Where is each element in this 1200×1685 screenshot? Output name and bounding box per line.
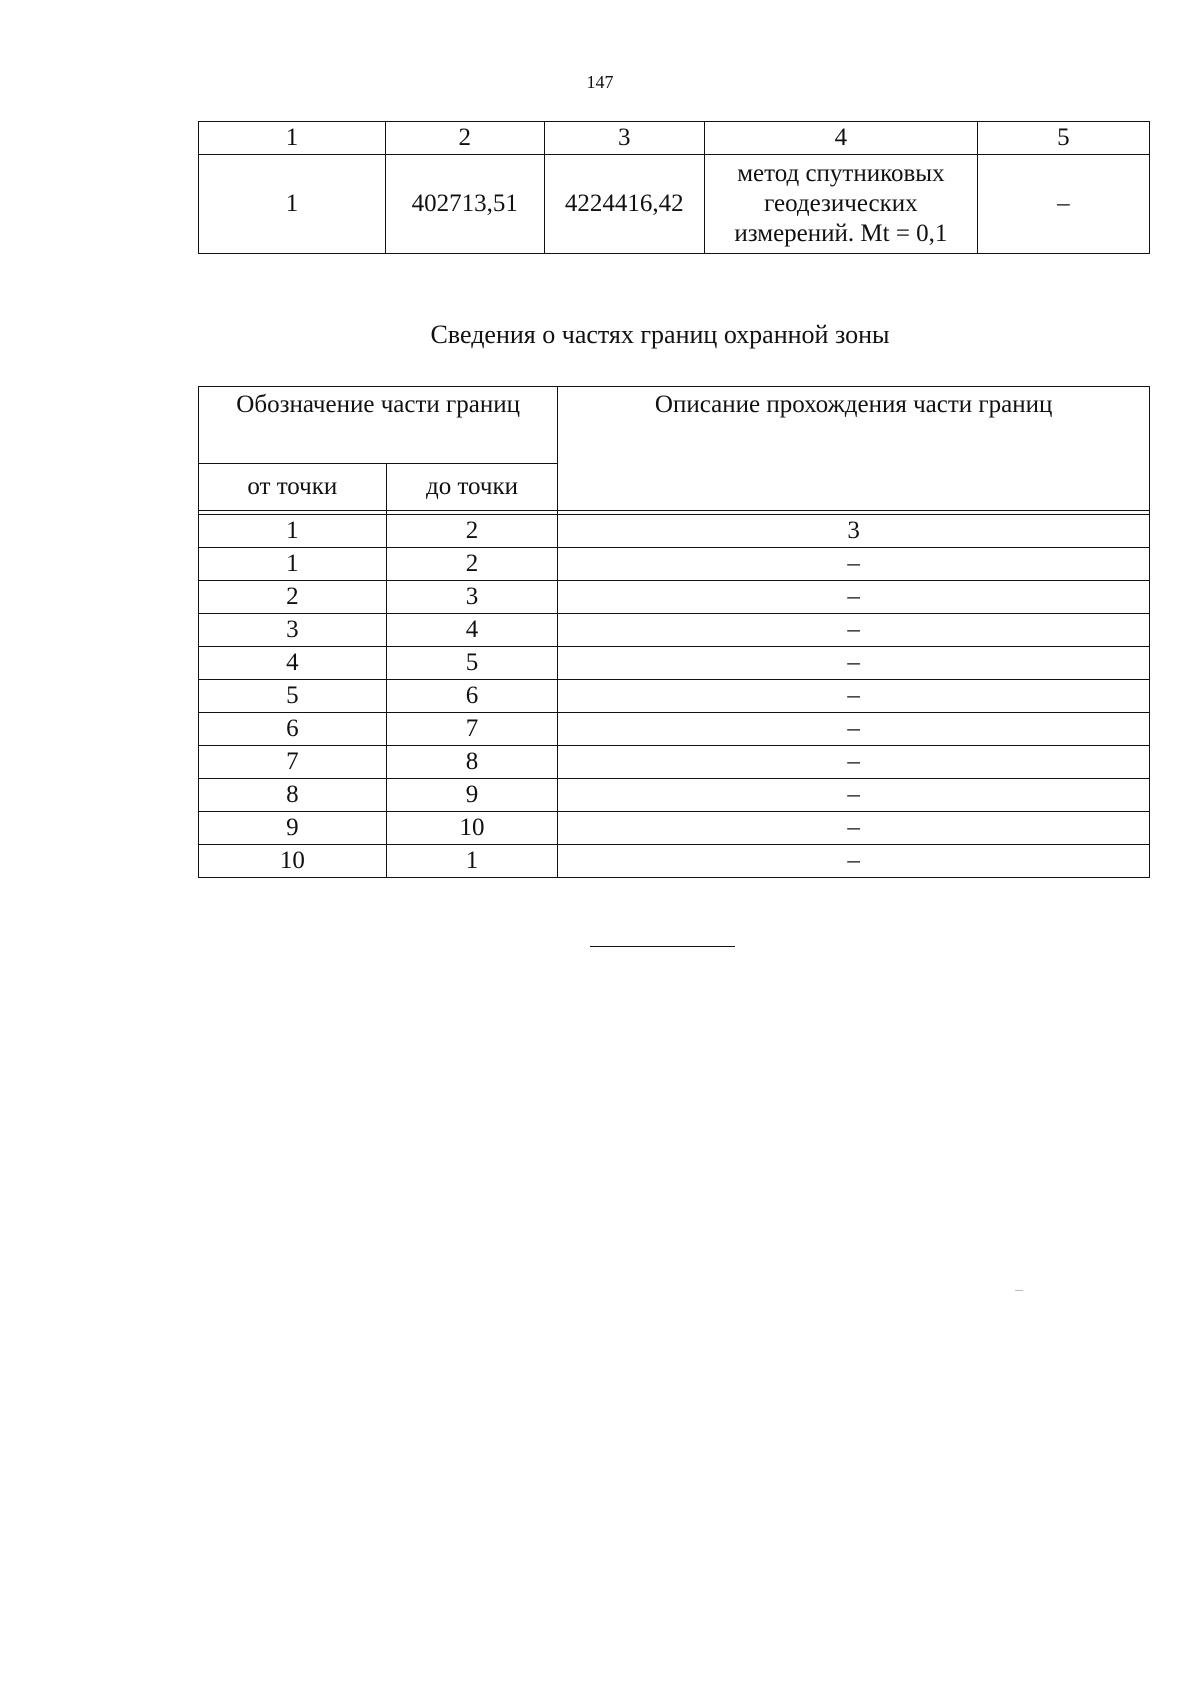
from-point-cell: 9	[199, 812, 387, 845]
method-line: измерений. Mt = 0,1	[734, 220, 948, 247]
description-cell: –	[558, 779, 1150, 812]
description-cell: –	[558, 647, 1150, 680]
from-point-cell: 6	[199, 713, 387, 746]
to-point-cell: 8	[386, 746, 558, 779]
from-point-cell: 1	[199, 548, 387, 581]
to-point-cell: 5	[386, 647, 558, 680]
to-point-cell: 4	[386, 614, 558, 647]
from-point-header: от точки	[199, 464, 387, 511]
from-point-cell: 2	[199, 581, 387, 614]
column-number-cell: 2	[386, 515, 558, 548]
designation-header: Обозначение части границ	[199, 387, 558, 464]
to-point-cell: 9	[386, 779, 558, 812]
from-point-cell: 4	[199, 647, 387, 680]
to-point-cell: 2	[386, 548, 558, 581]
coords-header-cell: 4	[705, 122, 978, 155]
table-row	[199, 779, 1150, 812]
from-point-cell: 10	[199, 845, 387, 878]
method-cell	[705, 155, 978, 254]
description-cell: –	[558, 680, 1150, 713]
method-line: геодезических	[764, 190, 918, 217]
method-line: метод спутниковых	[737, 160, 945, 187]
end-of-document-rule	[590, 946, 735, 947]
column-number-row	[199, 515, 1150, 548]
to-point-header: до точки	[386, 464, 558, 511]
description-cell: –	[558, 614, 1150, 647]
column-number-cell: 1	[199, 515, 387, 548]
table-row	[199, 812, 1150, 845]
table-row	[199, 680, 1150, 713]
to-point-cell: 1	[386, 845, 558, 878]
scan-artifact	[1015, 1290, 1023, 1291]
description-header: Описание прохождения части границ	[558, 387, 1150, 511]
from-point-cell: 7	[199, 746, 387, 779]
boundary-parts-table	[198, 386, 1150, 878]
table-row	[199, 845, 1150, 878]
coords-header-row	[199, 122, 1150, 155]
table-row	[199, 713, 1150, 746]
description-cell: –	[558, 746, 1150, 779]
table-row	[199, 746, 1150, 779]
point-number-cell: 1	[199, 155, 386, 254]
section-title: Сведения о частях границ охранной зоны	[430, 320, 890, 349]
table-row	[199, 614, 1150, 647]
parts-header-row	[199, 387, 1150, 464]
to-point-cell: 10	[386, 812, 558, 845]
column-number-cell: 3	[558, 515, 1150, 548]
x-coordinate-cell: 402713,51	[386, 155, 544, 254]
table-row	[199, 581, 1150, 614]
y-coordinate-cell: 4224416,42	[544, 155, 705, 254]
description-cell: –	[558, 581, 1150, 614]
coordinates-table	[198, 121, 1150, 254]
page-number: 147	[586, 72, 614, 92]
from-point-cell: 8	[199, 779, 387, 812]
description-cell: –	[558, 845, 1150, 878]
description-cell: –	[558, 812, 1150, 845]
coords-header-cell: 5	[977, 122, 1149, 155]
table-row	[199, 155, 1150, 254]
description-cell: –	[558, 713, 1150, 746]
table-row	[199, 647, 1150, 680]
description-cell: –	[558, 548, 1150, 581]
table-row	[199, 548, 1150, 581]
from-point-cell: 5	[199, 680, 387, 713]
note-cell: –	[977, 155, 1149, 254]
coords-header-cell: 3	[544, 122, 705, 155]
to-point-cell: 3	[386, 581, 558, 614]
coords-header-cell: 2	[386, 122, 544, 155]
to-point-cell: 6	[386, 680, 558, 713]
from-point-cell: 3	[199, 614, 387, 647]
coords-header-cell: 1	[199, 122, 386, 155]
to-point-cell: 7	[386, 713, 558, 746]
